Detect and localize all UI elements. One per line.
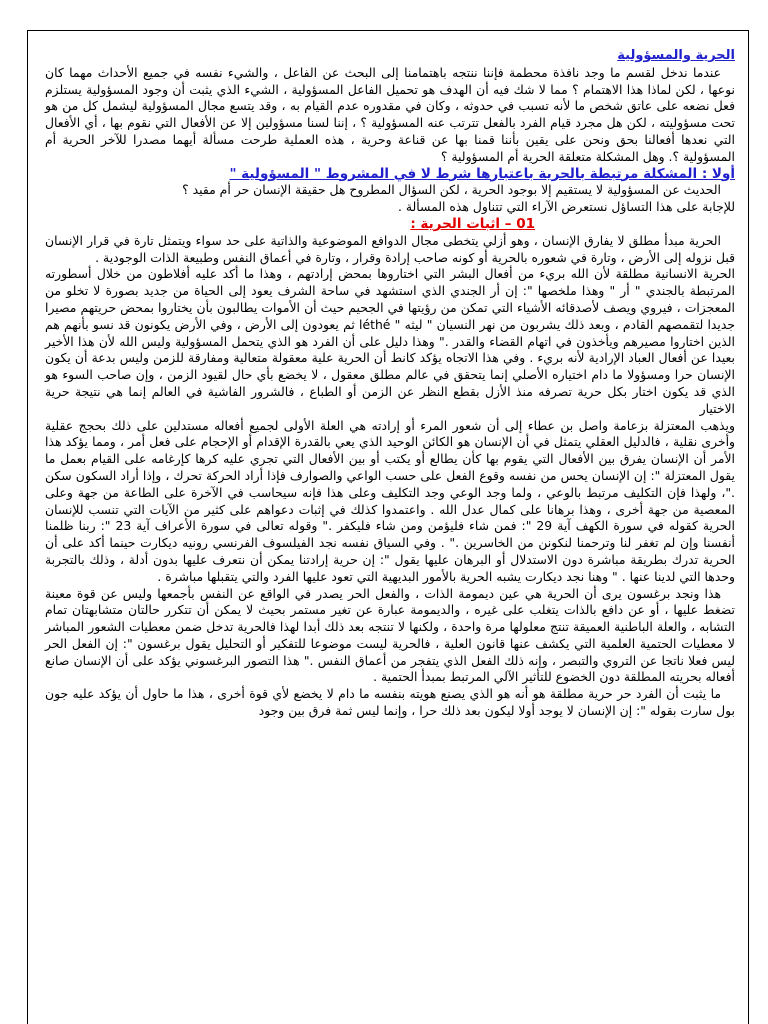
paragraph: ما يثبت أن الفرد حر حرية مطلقة هو أنه هو الذي يصنع هويته بنفسه ما دام لا يخضع لأي قوة أخرى ، هذا ما حاول أن يؤكد عليه جون بول سارت بقوله ": إن الإنسان لا يوجد أولا ليكون بعد ذلك حرا ، وإنما ليس ثمة فرق بين وجود <box>45 686 735 719</box>
paragraph: ويذهب المعتزلة بزعامة واصل بن عطاء إلى أن شعور المرء أو إرادته هي العلة الأولى لجميع أفعاله مستدلين على ذلك بحجج عقلية وأخرى نقلية ، فالدليل العقلي يتمثل في أن الإنسان هو الكائن الوحيد الذي يعي بالقدرة الإقدام أو الإحجام على فعل أمر ، ومما يؤكد هذا الأمر أن الإنسان يفرق بين الأفعال التي يقوم بها كأن يطالع أو يكتب أو بين الأفعال التي تجري عليه كرها كإرغامه على القيام بعمل ما يقول المعتزلة ": إن الإنسان يحس من نفسه وقوع الفعل على حسب الواعي والصوارف فإذا أراد الحركة تحرك ، وإذا أراد السكون سكن ."، ولهذا فإن التكليف مرتبط بالوعي ، ولما وجد الوعي وجد التكليف وعلى هذا فإنه سيحاسب في الآخرة على الطاعة من جهة وعلى المعصية من جهة أخرى ، وهذا برهانا على كمال عدل الله . واعتمدوا كذلك في إثبات دعواهم على كثير من الآيات التي تنسب للإنسان الحرية كقوله في سورة الكهف آية 29 ": فمن شاء فليؤمن ومن شاء فليكفر ." وقوله تعالى في سورة الأعراف آية 23 ": ربنا ظلمنا أنفسنا وإن لم تغفر لنا وترحمنا لنكونن من الخاسرين ." . وفي السياق نفسه نجد الفيلسوف الفرنسي رونيه ديكارت حينما أكد على أن الحرية تدرك بطريقة مباشرة دون الاستدلال أو البرهان عليها يقول ": إن حرية إرادتنا يمكن أن نتعرف عليها بدون أدلة ، وذلك بالتجربة وحدها التي لدينا عنها . " وهنا نجد ديكارت يشبه الحرية بالأمور البديهية التي تعود عليها الفرد والتي يتقبلها مباشرة . <box>45 417 735 584</box>
section-heading: أولا : المشكلة مرتبطة بالحرية باعتبارها شرط لا في المشروط " المسؤولية " <box>229 165 735 182</box>
section-intro-line: للإجابة على هذا التساؤل نستعرض الآراء التي تتناول هذه المسألة . <box>397 199 735 215</box>
intro-paragraph: عندما ندخل لقسم ما وجد نافذة محطمة فإننا ننتجه باهتمامنا إلى البحث عن الفاعل ، والشيء نفسه في جميع الأحداث مهما كان نوعها ، لكن لماذا هذا الاهتمام ؟ مما لا شك فيه أن الهدف هو تحميل الفاعل المسؤولية ، الشيء الذي يثبت أن وجود المسؤولية يستلزم فعل نضعه على عاتق شخص ما لأنه تسبب في حدوثه ، وكان في مقدوره عدم القيام به ، وقد يتسع مجال المسؤولية ليشمل كل من هو تحت مسؤوليته ، لكن هل مجرد قيام الفرد بالفعل تترتب عنه المسؤولية ؟ ، إننا لسنا مسؤولين إلا عن الأفعال التي نقوم بها ، أي الأفعال التي نعدها أفعالنا بحق ونحن على يقين بأننا قمنا بها عن قناعة وحرية ، هذه العملية طرحت مسألة أيهما مصدرا للآخر الحرية أم المسؤولية ؟. وهل المشكلة متعلقة الحرية أم المسؤولية ؟ <box>45 64 735 164</box>
document-body <box>45 48 735 720</box>
paragraph: هذا ونجد برغسون يرى أن الحرية هي عين ديمومة الذات ، والفعل الحر يصدر في الواقع عن النفس بأجمعها وليس عن قوة معينة تضغط عليها ، أو عن دافع بالذات يتغلب على غيره ، والديمومة عبارة عن تغير مستمر بحيث لا يمكن أن تتكرر حالتان متشابهتان تمام التشابه ، والعلة الباطنية العميقة تنتج معلولها مرة واحدة ، ولكنها لا تنتجه بعد ذلك أبدا لهذا فالحرية تدخل ضمن معطيات الشعور المباشر لا معطيات الحتمية العلمية التي يكشف عنها قانون العلية ، فالحرية ليست موضوعا للتفكير أو التحليل يقول برغسون ": إن الفعل الحر ليس فعلا ناتجا عن التروي والتبصر ، وإنه ذلك الفعل الذي يتفجر من أعماق النفس ." هذا التصور البرغسوني يؤكد على أن الإنسان صانع أفعاله بحريته المطلقة دون الخضوع للتأثير الآلي المرتبط بمبدأ الحتمية . <box>45 585 735 685</box>
paragraph: الحرية الانسانية مطلقة لأن الله بريء من أفعال البشر التي اختاروها بمحض إرادتهم ، وهذا ما أكد عليه أفلاطون من خلال أسطورته المرتبطة بالجندي " أر " وهذا ملخصها ": إن أر الجندي الذي استشهد في ساحة الشرف يعود إلى الحياة من جديد بصورة لا تخلو من المعجزات ، فيروي ويصف لأصدقائه الأشياء التي تمكن من رؤيتها في الجحيم حيث أن الأموات يطالبون بأن يختاروا بمحض حريتهم مصيرا جديدا لتقمصهم القادم ، وبعد ذلك يشربون من نهر النسيان " ليثه " léthé ثم يعودون إلى الأرض ، وفي الأرض يكونون قد نسو بأنهم هم الذين اختاروا مصيرهم ويأخذون في اتهام القضاء والقدر ." وهذا دليل على أن الفرد هو الذي يتحمل المسؤولية وليس الله لأن هذا الأخير بعيدا عن أفعال العباد الإرادية لأنه بريء . وفي هذا الاتجاه يؤكد كانط أن الحرية علية معقولة متعالية ومفارقة للزمن وليس بدعة أن يكون الإنسان حرا ومسؤولا ما دام اختياره الأصلي إنما يتحقق في عالم مطلق معقول ، لا يخضع بأي حال لقيود الزمن ، وإن صاحب السوء هو الذي قد يكون اختار بكل حرية تصرفه منذ الأزل بقطع النظر عن الزمن أو الطباع ، فالشرور الفاشية في العالم إنما هي نتيجة حرية الاختيار <box>45 266 736 416</box>
document-title: الحرية والمسؤولية <box>617 48 735 63</box>
paragraph: الحرية مبدأ مطلق لا يفارق الإنسان ، وهو أزلي يتخطى مجال الدوافع الموضوعية والذاتية على حد سواء ويتمثل تارة في قرار الإنسان قبل نزوله إلى الأرض ، وتارة في شعوره بالحرية أو كونه صاحب إرادة وقرار ، وتارة في أعماق النفس وطبيعة الذات الوجودية . <box>45 232 735 265</box>
section-intro-line: الحديث عن المسؤولية لا يستقيم إلا بوجود الحرية ، لكن السؤال المطروح هل حقيقة الإنسان حر أم مقيد ؟ <box>182 182 721 198</box>
subsection-heading: 01 – اثبات الحرية : <box>410 215 535 232</box>
